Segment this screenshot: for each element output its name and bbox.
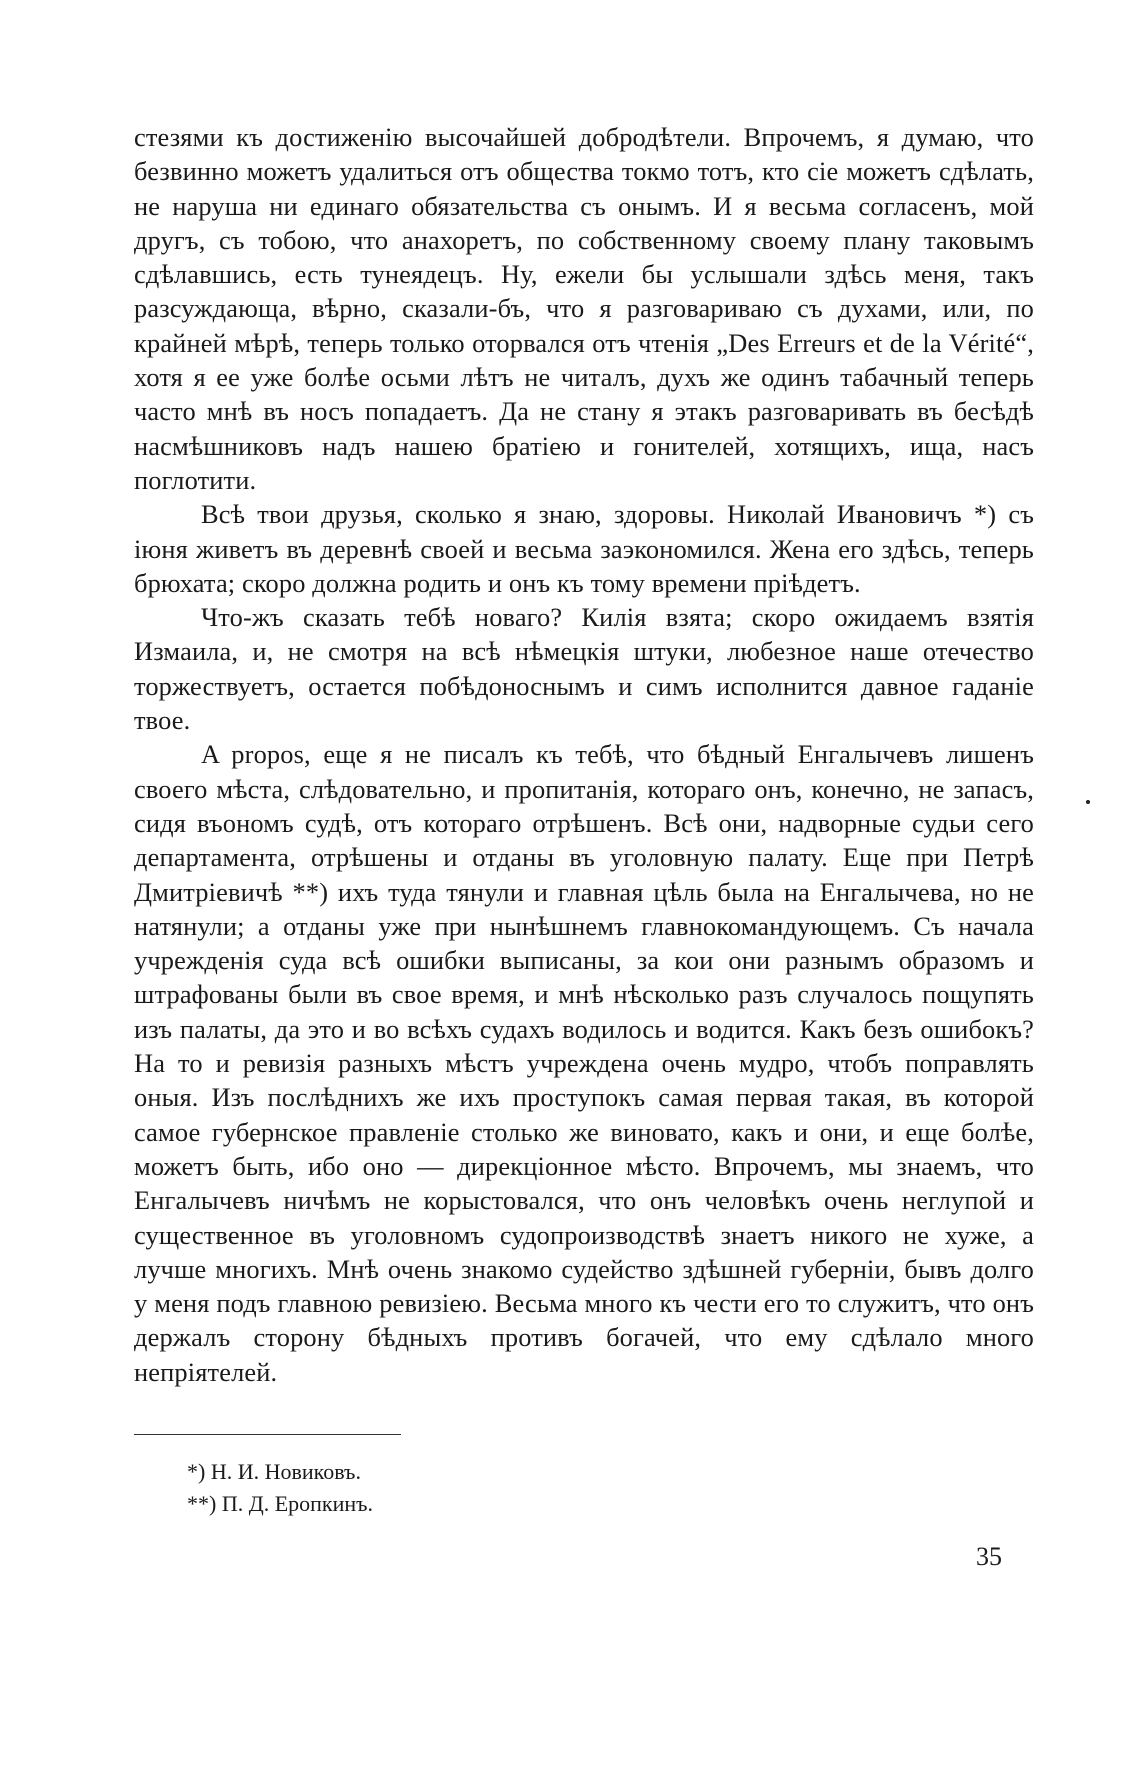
footnote-divider (134, 1434, 401, 1435)
footnote-1: *) Н. И. Новиковъ. (187, 1459, 361, 1484)
paragraph-3: Что-жъ сказать тебѣ новаго? Килія взята; скоро ожидаемъ взятія Измаила, и, не смотря на всѣ нѣмецкія штуки, любезное наше отечество торжествуетъ, остается побѣдоноснымъ и симъ исполнится давное гаданіе твое. (134, 602, 1034, 736)
footnote-2: **) П. Д. Еропкинъ. (187, 1491, 374, 1516)
paragraph-1: стезями къ достиженію высочайшей добродѣтели. Впрочемъ, я думаю, что безвинно можетъ удалиться отъ общества токмо тотъ, кто сіе можетъ сдѣлать, не наруша ни единаго обязательства съ онымъ. И я весьма согласенъ, мой другъ, съ тобою, что анахоретъ, по собственному своему плану таковымъ сдѣлавшись, есть тунеядецъ. Ну, ежели бы услышали здѣсь меня, такъ разсуждающа, вѣрно, сказали-бъ, что я разговариваю съ духами, или, по крайней мѣрѣ, теперь только оторвался отъ чтенія „Des Erreurs et de la Vérité“, хотя я ее уже болѣе осьми лѣтъ не читалъ, духъ же одинъ табачный теперь часто мнѣ въ носъ попадаетъ. Да не стану я этакъ разговаривать въ бесѣдѣ насмѣшниковъ надъ нашею братіею и гонителей, хотящихъ, ища, насъ поглотити. (134, 122, 1034, 495)
page-number: 35 (976, 1542, 1002, 1571)
scan-speck (1086, 800, 1090, 804)
footnotes (187, 1456, 373, 1520)
paragraph-4: A propos, еще я не писалъ къ тебѣ, что бѣдный Енгалычевъ лишенъ своего мѣста, слѣдовательно, и пропитанія, котораго онъ, конечно, не запасъ, сидя въономъ судѣ, отъ котораго отрѣшенъ. Всѣ они, надворные судьи сего департамента, отрѣшены и отданы въ уголовную палату. Еще при Петрѣ Дмитріевичѣ **) ихъ туда тянули и главная цѣль была на Енгалычева, но не натянули; а отданы уже при нынѣшнемъ главнокомандующемъ. Съ начала учрежденія суда всѣ ошибки выписаны, за кои они разнымъ образомъ и штрафованы были въ свое время, и мнѣ нѣсколько разъ случалось пощупять изъ палаты, да это и во всѣхъ судахъ водилось и водится. Какъ безъ ошибокъ? На то и ревизія разныхъ мѣстъ учреждена очень мудро, чтобъ поправлять оныя. Изъ послѣднихъ же ихъ проступокъ самая первая такая, въ которой самое губернское правленіе столько же виновато, какъ и они, и еще болѣе, можетъ быть, ибо оно — дирекціонное мѣсто. Впрочемъ, мы знаемъ, что Енгалычевъ ничѣмъ не корыстовался, что онъ человѣкъ очень неглупой и существенное въ уголовномъ судопроизводствѣ знаетъ никого не хуже, а лучше многихъ. Мнѣ очень знакомо судейство здѣшней губерніи, бывъ долго у меня подъ главною ревизіею. Весьма много къ чести его то служитъ, что онъ держалъ сторону бѣдныхъ противъ богачей, что ему сдѣлало много непріятелей. (134, 739, 1034, 1387)
page-body (134, 120, 1034, 1389)
paragraph-2: Всѣ твои друзья, сколько я знаю, здоровы. Николай Ивановичъ *) съ іюня живетъ въ деревнѣ своей и весьма заэкономился. Жена его здѣсь, теперь брюхата; скоро должна родить и онъ къ тому времени пріѣдетъ. (134, 499, 1034, 598)
